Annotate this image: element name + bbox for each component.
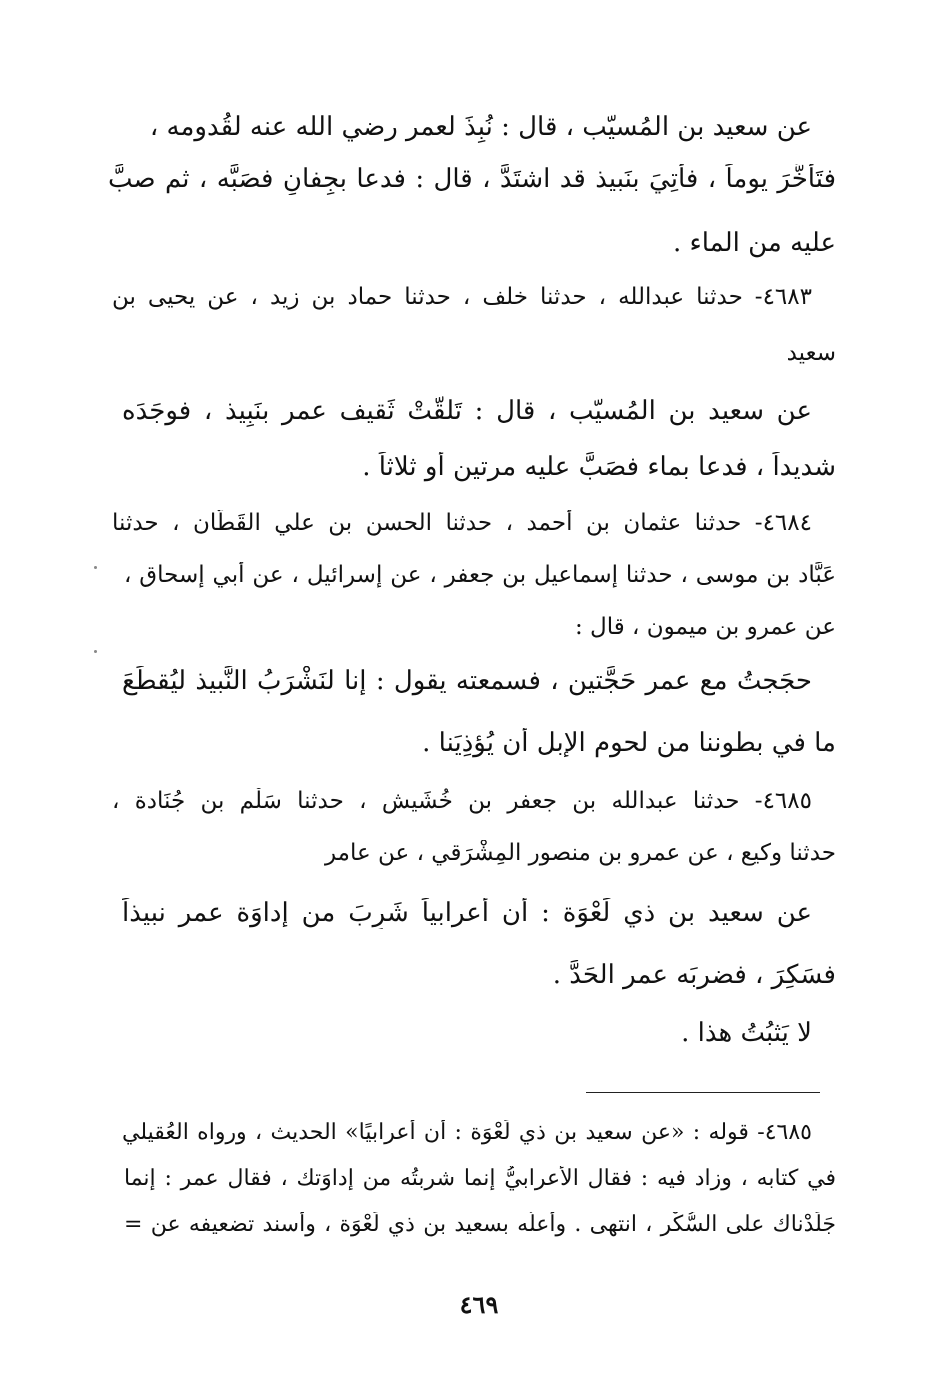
- hadith-4685-line-2: حدثنا وكيع ، عن عمرو بن منصور المِشْرَقي ، عن عامر: [324, 840, 836, 866]
- body-line-15: عن سعيد بن ذي لَعْوَة : أن أعرابياً شَرِبَ من إداوَة عمر نبيذاً: [122, 898, 812, 928]
- hadith-4685-line-1: ٤٦٨٥- حدثنا عبدالله بن جعفر بن خُشَيش ، حدثنا سَلْم بن جُنَادة ،: [112, 788, 812, 814]
- scan-mark: [94, 650, 97, 653]
- hadith-4684-line-3: عن عمرو بن ميمون ، قال :: [574, 614, 836, 640]
- hadith-4683-line-2: سعيد: [786, 340, 836, 366]
- body-line-17: لا يَثبُتُ هذا .: [681, 1018, 812, 1048]
- body-line-7: شديداً ، فدعا بماء فصَبَّ عليه مرتين أو ثلاثاً .: [362, 452, 836, 482]
- body-line-2: فتَأخَّرَ يوماً ، فأُتِيَ بنَبيذ قد اشتَدَّ ، قال : فدعا بجِفانٍ فصَبَّه ، ثم صبَّ: [108, 164, 836, 194]
- body-line-1: عن سعيد بن المُسيّب ، قال : نُبِذَ لعمر رضي الله عنه لقُدومه ،: [149, 112, 812, 142]
- page-number: ٤٦٩: [459, 1290, 499, 1319]
- footnote-line-1: ٤٦٨٥- قوله : «عن سعيد بن ذي لَعْوَة : أن أعرابيًا» الحديث ، ورواه العُقيلي: [122, 1120, 812, 1145]
- footnote-separator: [586, 1092, 820, 1093]
- body-line-12: ما في بطوننا من لحوم الإبل أن يُؤذِيَنا .: [422, 728, 836, 758]
- body-line-11: حجَجتُ مع عمر حَجَّتين ، فسمعته يقول : إنا لنَشْرَبُ النَّبيذ ليُقطِّعَ: [122, 666, 812, 696]
- hadith-4684-line-2: عَبَّاد بن موسى ، حدثنا إسماعيل بن جعفر ، عن إسرائيل ، عن أبي إسحاق ،: [124, 562, 836, 588]
- body-line-16: فسَكِرَ ، فضربَه عمر الحَدَّ .: [552, 960, 836, 990]
- footnote-line-3: جَلَدْناك على السُّكْر ، انتهى . وأعلَّه بسعيد بن ذي لَعْوَة ، وأسند تضعيفه عن =: [124, 1212, 836, 1237]
- hadith-4684-line-1: ٤٦٨٤- حدثنا عثمان بن أحمد ، حدثنا الحسن بن علي القَطَّان ، حدثنا: [112, 510, 812, 536]
- body-line-3: عليه من الماء .: [672, 228, 836, 258]
- hadith-4683-line-1: ٤٦٨٣- حدثنا عبدالله ، حدثنا خلف ، حدثنا حماد بن زيد ، عن يحيى بن: [112, 284, 812, 310]
- body-line-6: عن سعيد بن المُسيّب ، قال : تَلقَّتْ ثَقيف عمر بنَبِيذ ، فوجَدَه: [122, 396, 812, 426]
- scan-mark: [94, 566, 97, 569]
- footnote-line-2: في كتابه ، وزاد فيه : فقال الأعرابيُّ إنما شربتُه من إداوَتك ، فقال عمر : إنما: [124, 1166, 836, 1191]
